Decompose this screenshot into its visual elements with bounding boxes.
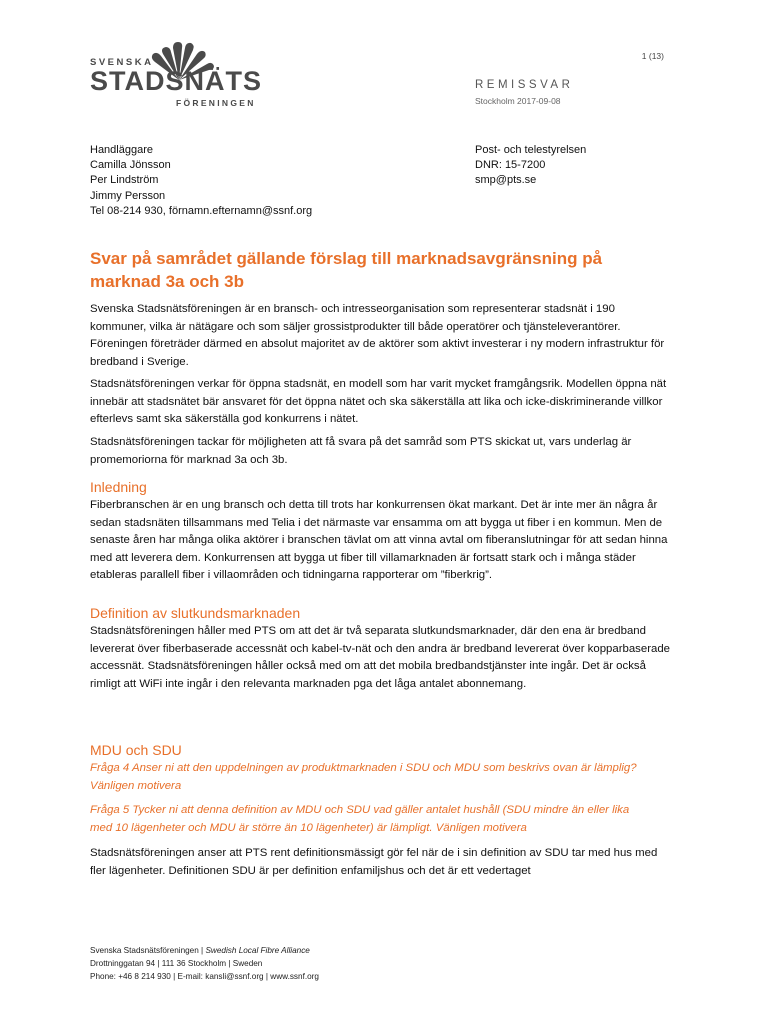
logo-line1: SVENSKA [90, 57, 154, 68]
logo-line2: STADSNÄTS [90, 66, 263, 96]
footer [90, 944, 319, 983]
section-text-inledning: Fiberbranschen är en ung bransch och detta till trots har konkurrensen ökat markant. Det är inte mer än några år sedan stadsnäten tillsammans med Telia i det närmaste var ensamma om att bygga ut fiber i en kommun. Men de senaste åren har många olika aktörer i branschen tävlat om att vinna avtal om fiberanslutningar för att sedan hinna med att leverera dem. Konkurrensen att bygga ut fiber till villamarknaden är fortsatt stark och i många städer etableras parallell fiber i villaområden och tidningarna rapporterar om ”fiberkrig”. [90, 499, 668, 581]
doc-date: Stockholm 2017-09-08 [475, 96, 561, 106]
footer-org-line [90, 944, 319, 957]
section-text-mdu: Stadsnätsföreningen anser att PTS rent definitionsmässigt gör fel när de i sin definition av SDU tar med hus med fler lägenheter. Definitionen SDU är per definition enfamiljshus och det är ett vedertaget [90, 847, 658, 877]
footer-org: Svenska Stadsnätsföreningen | [90, 946, 206, 955]
sender-name: Per Lindström [90, 174, 159, 187]
footer-contact: Phone: +46 8 214 930 | E-mail: kansli@ssnf.org | www.ssnf.org [90, 972, 319, 981]
question-4: Fråga 4 Anser ni att den uppdelningen av produktmarknaden i SDU och MDU som beskrivs ovan är lämplig? Vänligen motivera [90, 762, 637, 792]
sender-block [90, 143, 312, 219]
footer-address: Drottninggatan 94 | 111 36 Stockholm | Sweden [90, 959, 263, 968]
section-text-definition: Stadsnätsföreningen håller med PTS om att det är två separata slutkundsmarknader, där den ena är bredband levererat över fiberbaserade accessnät och kabel-tv-nät och den andra är bredband levererat över kopparbaserade accessnät. Stadsnätsföreningen håller också med om att det mobila bredbandstjänster inte ingår. Det är också rimligt att WiFi inte ingår i den relevanta marknaden pga det låga antalet abonnemang. [90, 625, 671, 690]
doc-type: REMISSVAR [475, 79, 574, 91]
recipient-email: smp@pts.se [475, 174, 537, 187]
sender-contact: Tel 08-214 930, förnamn.efternamn@ssnf.org [90, 204, 313, 217]
intro-paragraph: Stadsnätsföreningen tackar för möjligheten att få svara på det samråd som PTS skickat ut, vars underlag är promemoriorna för marknad 3a och 3b. [90, 436, 632, 466]
sender-name: Jimmy Persson [90, 189, 166, 202]
page-number: 1 (13) [641, 51, 664, 61]
sender-name: Camilla Jönsson [90, 159, 171, 172]
intro-paragraph: Stadsnätsföreningen verkar för öppna stadsnät, en modell som har varit mycket framgångsrik. Modellen öppna nät innebär att stadsnätet bär ansvaret för det öppna nätet och ska säkerställa att lika och icke-diskriminerande villkor efterlevs samt ska säkerställa god konkurrens i nätet. [90, 378, 667, 425]
section-heading-mdu: MDU och SDU [90, 742, 182, 758]
section-heading-definition: Definition av slutkundsmarknaden [90, 605, 301, 621]
sender-role: Handläggare [90, 144, 153, 156]
document-title: Svar på samrådet gällande förslag till marknadsavgränsning på marknad 3a och 3b [90, 249, 603, 291]
recipient-org: Post- och telestyrelsen [475, 144, 587, 156]
question-5: Fråga 5 Tycker ni att denna definition av MDU och SDU vad gäller antalet hushåll (SDU mindre än eller lika med 10 lägenheter och MDU är större än 10 lägenheter) är lämpligt. Vänligen motivera [90, 804, 630, 834]
logo [90, 42, 270, 106]
footer-org-en: Swedish Local Fibre Alliance [205, 946, 310, 955]
recipient-block [475, 143, 586, 189]
recipient-dnr: DNR: 15-7200 [475, 159, 546, 172]
logo-line3: FÖRENINGEN [176, 98, 256, 108]
section-heading-inledning: Inledning [90, 479, 147, 495]
intro-paragraph: Svenska Stadsnätsföreningen är en bransch- och intresseorganisation som representerar stadsnät i 190 kommuner, vilka är nätägare och som säljer grossistprodukter till både operatörer och tjänsteleverantörer. Föreningen företräder därmed en absolut majoritet av de aktörer som aktivt investerar i ny modern infrastruktur för bredband i Sverige. [90, 303, 665, 368]
